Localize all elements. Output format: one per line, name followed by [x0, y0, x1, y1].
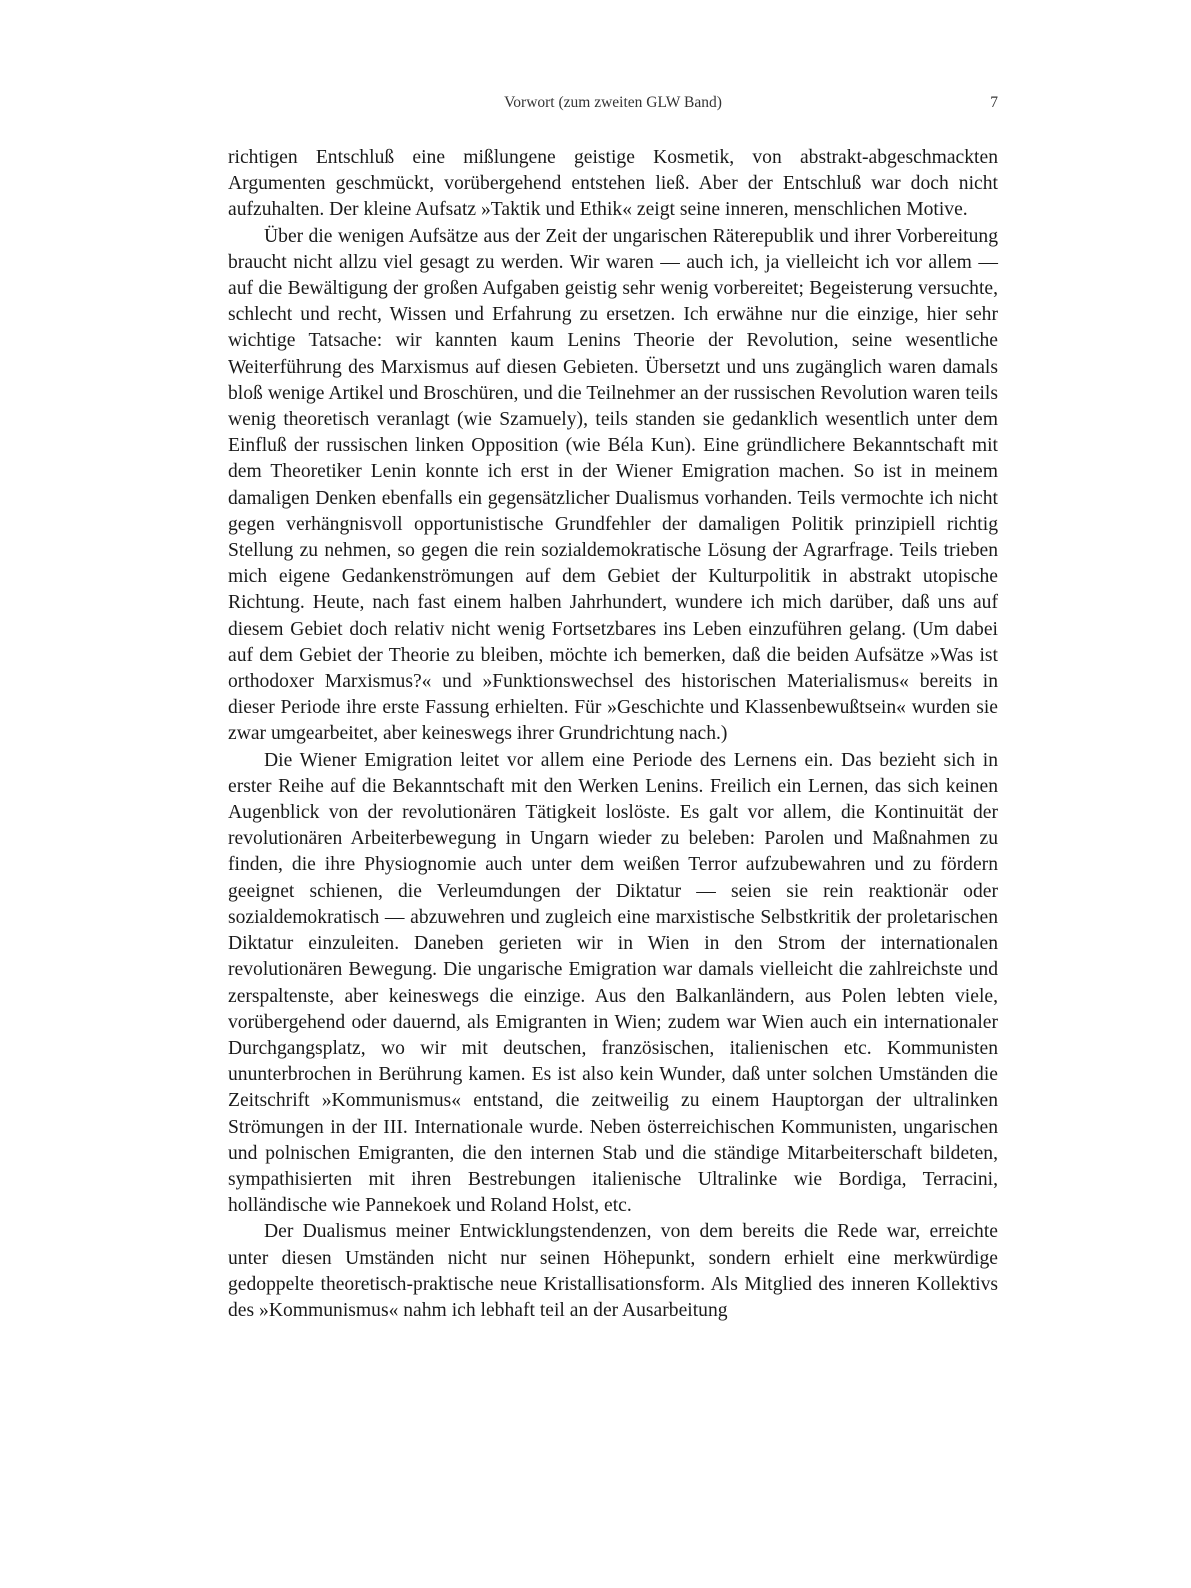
running-title: Vorwort (zum zweiten GLW Band) — [504, 94, 722, 111]
page-number: 7 — [990, 94, 998, 111]
paragraph: Über die wenigen Aufsätze aus der Zeit der ungarischen Räterepublik und ihrer Vorbereitung braucht nicht allzu viel gesagt zu werden. Wir waren — auch ich, ja vielleicht ich vor allem — auf die Bewältigung der großen Aufgaben geistig sehr wenig vorbereitet; Begeisterung versuchte, schlecht und recht, Wissen und Erfahrung zu ersetzen. Ich erwähne nur die einzige, hier sehr wichtige Tatsache: wir kannten kaum Lenins Theorie der Revolution, seine wesentliche Weiterführung des Marxismus auf diesen Gebieten. Übersetzt und uns zugänglich waren damals bloß wenige Artikel und Broschüren, und die Teilnehmer an der russischen Revolution waren teils wenig theoretisch veranlagt (wie Szamuely), teils standen sie gedanklich wesentlich unter dem Einfluß der russischen linken Opposition (wie Béla Kun). Eine gründlichere Bekanntschaft mit dem Theoretiker Lenin konnte ich erst in der Wiener Emigration machen. So ist in meinem damaligen Denken ebenfalls ein gegensätzlicher Dualismus vorhanden. Teils vermochte ich nicht gegen verhängnisvoll opportunistische Grundfehler der damaligen Politik prinzipiell richtig Stellung zu nehmen, so gegen die rein sozialdemokratische Lösung der Agrarfrage. Teils trieben mich eigene Gedankenströmungen auf dem Gebiet der Kulturpolitik in abstrakt utopische Richtung. Heute, nach fast einem halben Jahrhundert, wundere ich mich darüber, daß uns auf diesem Gebiet doch relativ nicht wenig Fortsetzbares ins Leben einzuführen gelang. (Um dabei auf dem Gebiet der Theorie zu bleiben, möchte ich bemerken, daß die beiden Aufsätze »Was ist orthodoxer Marxismus?« und »Funktionswechsel des historischen Materialismus« bereits in dieser Periode ihre erste Fassung erhielten. Für »Geschichte und Klassenbewußtsein« wurden sie zwar umgearbeitet, aber keineswegs ihrer Grundrichtung nach.) — [228, 225, 998, 745]
body-text — [228, 145, 998, 1324]
paragraph-continuation: richtigen Entschluß eine mißlungene geistige Kosmetik, von abstrakt-abgeschmackten Argumenten geschmückt, vorübergehend entstehen ließ. Aber der Entschluß war doch nicht aufzuhalten. Der kleine Aufsatz »Taktik und Ethik« zeigt seine inneren, menschlichen Motive. — [228, 147, 998, 221]
paragraph: Der Dualismus meiner Entwicklungstendenzen, von dem bereits die Rede war, erreichte unter diesen Umständen nicht nur seinen Höhepunkt, sondern erhielt eine merkwürdige gedoppelte theoretisch-praktische neue Kristallisationsform. Als Mitglied des inneren Kollektivs des »Kommunismus« nahm ich lebhaft teil an der Ausarbeitung — [228, 1221, 998, 1321]
running-header — [228, 94, 998, 116]
paragraph: Die Wiener Emigration leitet vor allem eine Periode des Lernens ein. Das bezieht sich in erster Reihe auf die Bekanntschaft mit den Werken Lenins. Freilich ein Lernen, das sich keinen Augenblick von der revolutionären Tätigkeit loslöste. Es galt vor allem, die Kontinuität der revolutionären Arbeiterbewegung in Ungarn wieder zu beleben: Parolen und Maßnahmen zu finden, die ihre Physiognomie auch unter dem weißen Terror aufzubewahren und zu fördern geeignet schienen, die Verleumdungen der Diktatur — seien sie rein reaktionär oder sozialdemokratisch — abzuwehren und zugleich eine marxistische Selbstkritik der proletarischen Diktatur einzuleiten. Daneben gerieten wir in Wien in den Strom der internationalen revolutionären Bewegung. Die ungarische Emigration war damals vielleicht die zahlreichste und zerspaltenste, aber keineswegs die einzige. Aus den Balkanländern, aus Polen lebten viele, vorübergehend oder dauernd, als Emigranten in Wien; zudem war Wien auch ein internationaler Durchgangsplatz, wo wir mit deutschen, französischen, italienischen etc. Kommunisten ununterbrochen in Berührung kamen. Es ist also kein Wunder, daß unter solchen Umständen die Zeitschrift »Kommunismus« entstand, die zeitweilig zu einem Hauptorgan der ultralinken Strömungen in der III. Internationale wurde. Neben österreichischen Kommunisten, ungarischen und polnischen Emigranten, die den internen Stab und die ständige Mitarbeiterschaft bildeten, sympathisierten mit ihren Bestrebungen italienische Ultralinke wie Bordiga, Terracini, holländische wie Pannekoek und Roland Holst, etc. — [228, 749, 998, 1217]
